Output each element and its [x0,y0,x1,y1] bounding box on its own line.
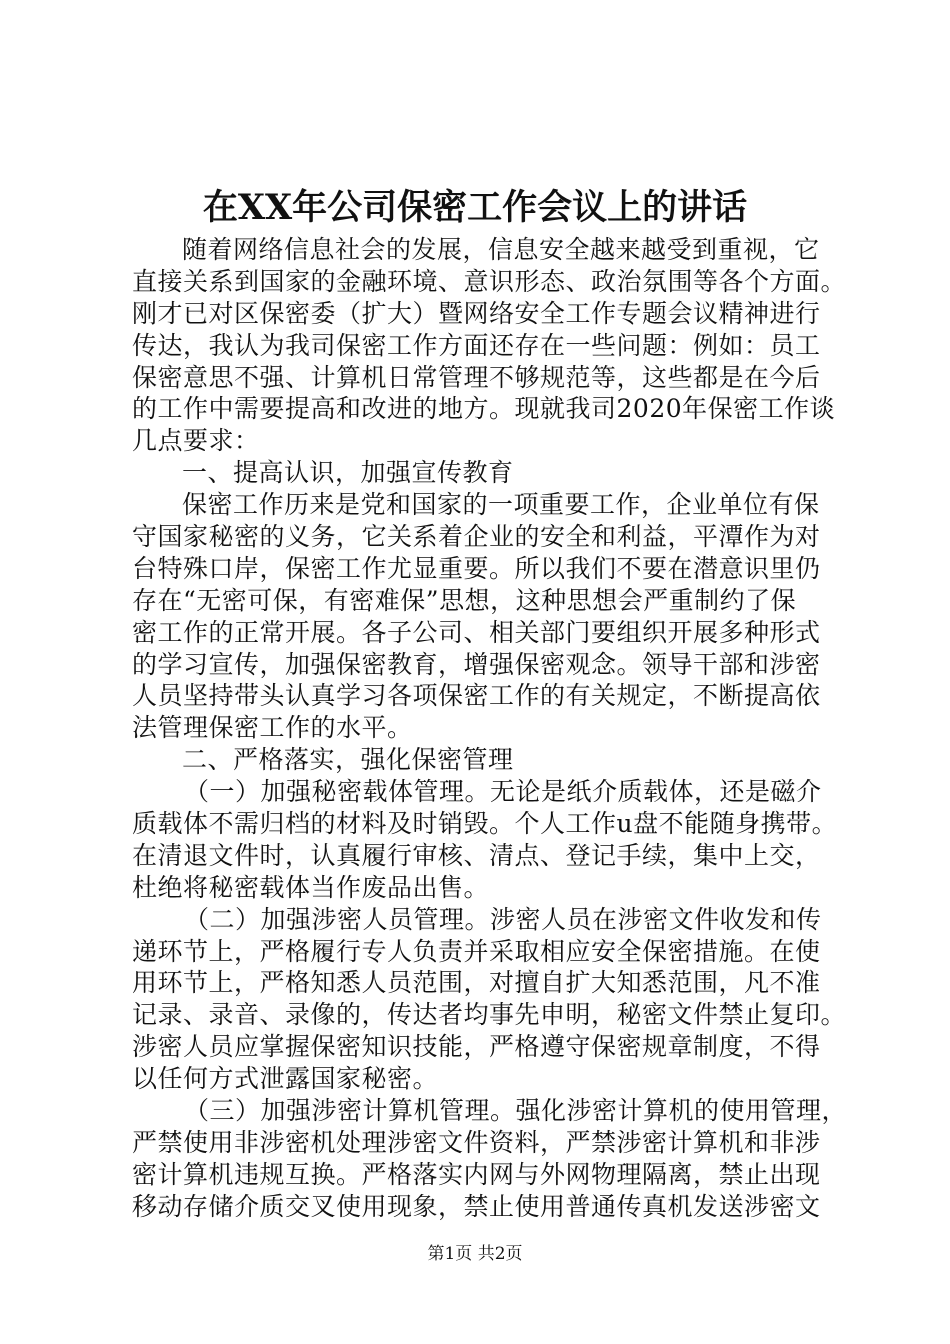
paragraph-line: 密工作的正常开展。各子公司、相关部门要组织开展多种形式 [132,617,821,647]
paragraph-line: 守国家秘密的义务，它关系着企业的安全和利益，平潭作为对 [132,522,821,552]
section-heading: 一、提高认识，加强宣传教育 [182,458,514,488]
paragraph-line: 法管理保密工作的水平。 [132,713,413,743]
paragraph-line: 递环节上，严格履行专人负责并采取相应安全保密措施。在使 [132,936,821,966]
page-number-footer: 第1页 共2页 [427,1244,523,1264]
paragraph-line: （一）加强秘密载体管理。无论是纸介质载体，还是磁介 [184,777,822,807]
paragraph-line: 的学习宣传，加强保密教育，增强保密观念。领导干部和涉密 [132,649,821,679]
paragraph-line: 保密工作历来是党和国家的一项重要工作，企业单位有保 [182,490,820,520]
paragraph-line: 刚才已对区保密委（扩大）暨网络安全工作专题会议精神进行 [132,298,821,328]
paragraph-line: 质载体不需归档的材料及时销毁。个人工作u盘不能随身携带。 [132,809,838,839]
section-heading: 二、严格落实，强化保密管理 [182,745,514,775]
paragraph-line: 记录、录音、录像的，传达者均事先申明，秘密文件禁止复印。 [132,1000,847,1030]
paragraph-line: 人员坚持带头认真学习各项保密工作的有关规定，不断提高依 [132,681,821,711]
paragraph-line: 用环节上，严格知悉人员范围，对擅自扩大知悉范围，凡不准 [132,968,821,998]
paragraph-line: 台特殊口岸，保密工作尤显重要。所以我们不要在潜意识里仍 [132,553,821,583]
document-title: 在XX年公司保密工作会议上的讲话 [202,187,748,228]
paragraph-line: （二）加强涉密人员管理。涉密人员在涉密文件收发和传 [184,904,822,934]
paragraph-line: 杜绝将秘密载体当作废品出售。 [132,872,490,902]
paragraph-line: 几点要求： [132,426,260,456]
paragraph-line: 保密意思不强、计算机日常管理不够规范等，这些都是在今后 [132,362,821,392]
paragraph-line: 的工作中需要提高和改进的地方。现就我司2020年保密工作谈 [132,394,836,424]
paragraph-line: 存在“无密可保，有密难保”思想，这种思想会严重制约了保 [132,585,797,615]
paragraph-line: 随着网络信息社会的发展，信息安全越来越受到重视，它 [182,235,820,264]
paragraph-line: （三）加强涉密计算机管理。强化涉密计算机的使用管理， [184,1096,848,1126]
paragraph-line: 移动存储介质交叉使用现象，禁止使用普通传真机发送涉密文 [132,1191,821,1221]
paragraph-line: 密计算机违规互换。严格落实内网与外网物理隔离，禁止出现 [132,1159,821,1189]
paragraph-line: 在清退文件时，认真履行审核、清点、登记手续，集中上交， [132,840,821,870]
paragraph-line: 严禁使用非涉密机处理涉密文件资料，严禁涉密计算机和非涉 [132,1127,821,1157]
document-body [132,234,852,1223]
paragraph-line: 涉密人员应掌握保密知识技能，严格遵守保密规章制度，不得 [132,1032,821,1062]
paragraph-line: 传达，我认为我司保密工作方面还存在一些问题：例如：员工 [132,330,821,360]
paragraph-line: 以任何方式泄露国家秘密。 [132,1064,439,1094]
paragraph-line: 直接关系到国家的金融环境、意识形态、政治氛围等各个方面。 [132,266,847,296]
